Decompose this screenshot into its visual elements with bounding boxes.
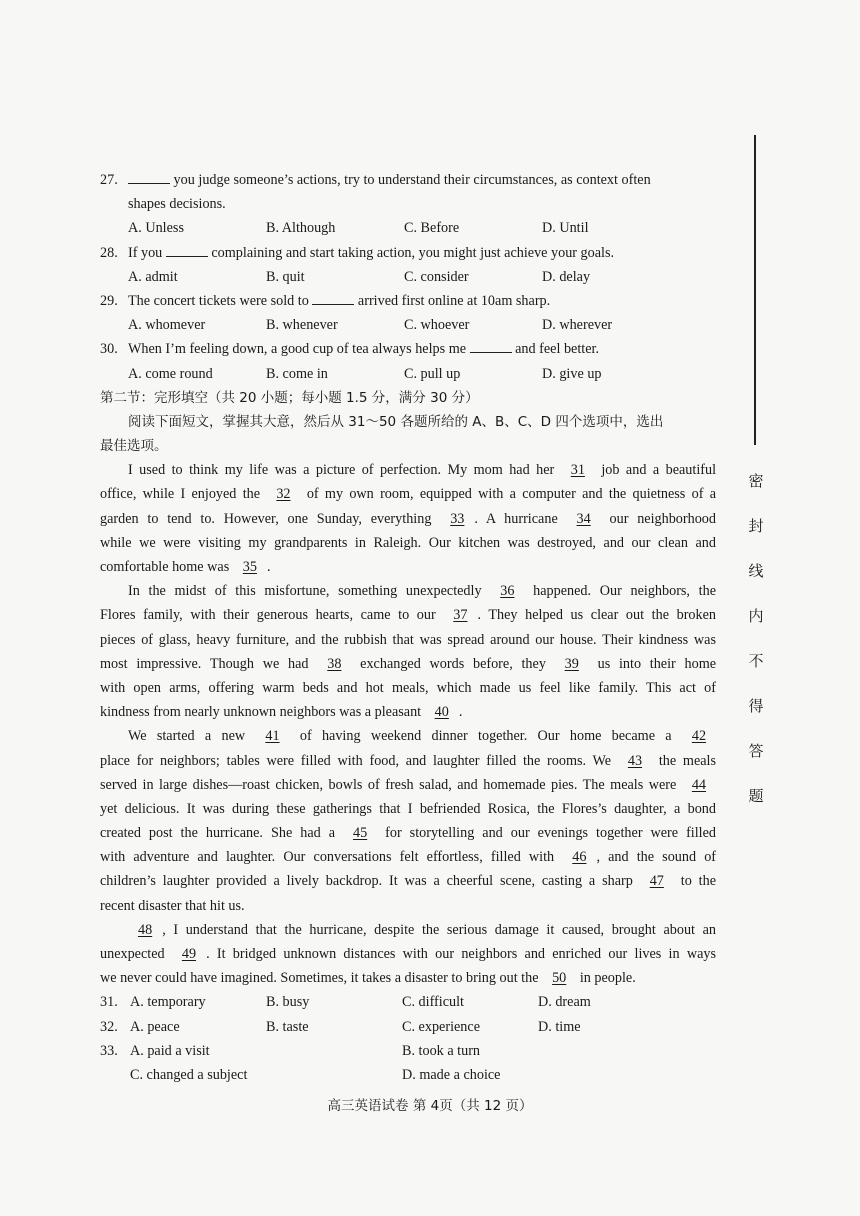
passage-text: exchanged words before, they xyxy=(360,655,546,672)
cloze-blank: 43 xyxy=(627,752,643,769)
option-a: A. admit xyxy=(128,268,178,285)
answer-33-options-row2 xyxy=(100,1063,716,1087)
question-28-options xyxy=(100,265,716,289)
question-text: shapes decisions. xyxy=(128,196,226,213)
passage-text: we never could have imagined. Sometimes, it takes a disaster to bring out the xyxy=(100,970,539,987)
option-c: C. experience xyxy=(402,1018,480,1035)
option-a: A. peace xyxy=(130,1018,180,1035)
option-a: A. come round xyxy=(128,365,213,382)
section-instructions: 阅读下面短文，掌握其大意，然后从 31～50 各题所给的 A、B、C、D 四个选项中，选出 xyxy=(128,413,664,430)
seal-char: 不 xyxy=(748,652,764,670)
option-d: D. delay xyxy=(542,268,591,285)
cloze-blank: 31 xyxy=(570,462,585,479)
option-b: B. taste xyxy=(266,1018,309,1035)
passage-text: recent disaster that hit us. xyxy=(100,897,245,914)
passage-text: unexpected xyxy=(100,946,165,962)
passage-text: while we were visiting my grandparents in Raleigh. Our kitchen was destroyed, and our clean and xyxy=(100,534,716,551)
option-b: B. quit xyxy=(266,268,305,285)
passage-text: In the midst of this misfortune, something unexpectedly xyxy=(128,583,482,600)
seal-char: 题 xyxy=(748,787,764,805)
question-text: If you xyxy=(128,244,163,261)
passage-text: place for neighbors; tables were filled with food, and laughter filled the rooms. We xyxy=(100,752,612,769)
page-footer: 高三英语试卷 第 4页（共 12 页） xyxy=(327,1098,533,1114)
question-text: and feel better. xyxy=(515,341,600,358)
option-b: B. Although xyxy=(266,220,336,237)
option-a: A. paid a visit xyxy=(130,1042,210,1059)
option-c: C. pull up xyxy=(404,365,461,382)
answer-blank xyxy=(312,290,354,305)
passage-paragraph-1 xyxy=(100,458,716,579)
option-b: B. took a turn xyxy=(402,1042,481,1059)
cloze-blank: 32 xyxy=(276,486,291,503)
passage-paragraph-4 xyxy=(100,918,716,991)
cloze-blank: 34 xyxy=(576,510,591,527)
option-c: C. Before xyxy=(404,220,460,237)
cloze-blank: 35 xyxy=(242,559,257,575)
exam-content xyxy=(100,168,716,1087)
seal-char: 得 xyxy=(748,697,764,715)
answer-32-options xyxy=(100,1015,716,1039)
section-instructions: 最佳选项。 xyxy=(100,438,168,455)
option-d: D. give up xyxy=(542,365,602,382)
passage-text: , and the sound of xyxy=(596,849,717,866)
passage-text: office, while I enjoyed the xyxy=(100,486,261,503)
option-b: B. busy xyxy=(266,994,310,1011)
question-number: 31. xyxy=(100,994,118,1011)
option-a: A. temporary xyxy=(130,994,206,1011)
passage-paragraph-2 xyxy=(100,579,716,724)
question-text: you judge someone’s actions, try to understand their circumstances, as context often xyxy=(173,172,651,188)
question-30 xyxy=(100,337,716,361)
question-number: 33. xyxy=(100,1042,118,1059)
passage-text: most impressive. Though we had xyxy=(100,655,309,672)
question-29 xyxy=(100,289,716,313)
cloze-blank: 46 xyxy=(572,849,587,866)
option-c: C. consider xyxy=(404,268,469,285)
passage-text: . It bridged unknown distances with our neighbors and enriched our lives in ways xyxy=(206,946,717,962)
passage-text: to the xyxy=(680,873,716,890)
question-number: 30. xyxy=(100,341,118,358)
answer-blank xyxy=(470,338,512,353)
option-d: D. made a choice xyxy=(402,1066,501,1083)
answer-31-options xyxy=(100,990,716,1014)
seal-char: 密 xyxy=(748,472,764,490)
passage-text: our neighborhood xyxy=(609,510,716,527)
seal-char: 内 xyxy=(748,607,764,625)
question-number: 32. xyxy=(100,1018,118,1035)
option-d: D. wherever xyxy=(542,317,613,334)
passage-text: for storytelling and our evenings together were filled xyxy=(385,825,717,842)
question-number: 29. xyxy=(100,292,118,309)
question-27-options xyxy=(100,216,716,240)
cloze-blank: 49 xyxy=(181,946,197,962)
seal-line xyxy=(754,135,756,445)
cloze-blank: 37 xyxy=(453,607,468,624)
passage-text: . xyxy=(458,704,463,721)
question-text: The concert tickets were sold to xyxy=(128,292,309,309)
passage-text: pieces of glass, heavy furniture, and the rubbish that was spread around our house. Their kindness was xyxy=(100,631,716,648)
passage-text: with adventure and laughter. Our conversations felt effortless, filled with xyxy=(100,849,555,866)
section-title: 第二节：完形填空（共 20 小题；每小题 1.5 分，满分 30 分） xyxy=(100,389,479,406)
cloze-blank: 39 xyxy=(564,655,579,672)
question-28 xyxy=(100,241,716,265)
passage-text: , I understand that the hurricane, despite the serious damage it caused, brought about an xyxy=(162,921,716,938)
question-30-options xyxy=(100,362,716,386)
passage-text: . xyxy=(266,559,271,575)
passage-text: of having weekend dinner together. Our home became a xyxy=(299,728,672,745)
question-29-options xyxy=(100,313,716,337)
option-d: D. dream xyxy=(538,994,591,1011)
question-text: arrived first online at 10am sharp. xyxy=(357,292,551,309)
question-text: When I’m feeling down, a good cup of tea always helps me xyxy=(128,341,467,358)
option-c: C. whoever xyxy=(404,317,470,334)
passage-text: Flores family, with their generous hearts, came to our xyxy=(100,607,436,624)
passage-text: . They helped us clear out the broken xyxy=(477,607,716,624)
cloze-blank: 33 xyxy=(450,510,465,527)
cloze-blank: 42 xyxy=(691,728,707,745)
option-a: A. whomever xyxy=(128,317,206,334)
cloze-blank: 36 xyxy=(500,583,515,600)
cloze-blank: 50 xyxy=(552,970,567,987)
passage-text: the meals xyxy=(658,752,717,769)
cloze-blank: 40 xyxy=(434,704,449,721)
passage-paragraph-3 xyxy=(100,724,716,918)
question-text: complaining and start taking action, you might just achieve your goals. xyxy=(211,244,615,261)
passage-text: comfortable home was xyxy=(100,559,230,575)
cloze-blank: 48 xyxy=(138,921,153,938)
passage-text: served in large dishes—roast chicken, bowls of fresh salad, and homemade pies. The meals were xyxy=(100,776,677,793)
passage-text: of my own room, equipped with a computer and the quietness of a xyxy=(306,486,717,503)
passage-text: . A hurricane xyxy=(474,510,558,527)
passage-text: kindness from nearly unknown neighbors was a pleasant xyxy=(100,704,422,721)
passage-text: yet delicious. It was during these gatherings that I befriended Rosica, the Flores’s daughter, a bond xyxy=(100,800,716,817)
option-b: B. whenever xyxy=(266,317,338,334)
seal-char: 封 xyxy=(748,517,764,535)
passage-text: with open arms, offering warm beds and hot meals, which made us feel like family. This act of xyxy=(100,679,716,696)
passage-text: in people. xyxy=(579,970,636,987)
passage-text: I used to think my life was a picture of perfection. My mom had her xyxy=(128,462,555,479)
option-d: D. Until xyxy=(542,220,589,237)
passage-text: happened. Our neighbors, the xyxy=(533,583,717,600)
passage-text: us into their home xyxy=(597,655,717,672)
cloze-blank: 47 xyxy=(649,873,664,890)
question-number: 28. xyxy=(100,244,118,261)
cloze-blank: 45 xyxy=(352,825,368,842)
question-27 xyxy=(100,168,716,192)
answer-blank xyxy=(128,169,170,184)
cloze-blank: 38 xyxy=(327,655,342,672)
passage-text: job and a beautiful xyxy=(601,462,717,479)
seal-char: 答 xyxy=(748,742,764,760)
seal-notice xyxy=(745,470,767,830)
answer-blank xyxy=(166,242,208,257)
question-number: 27. xyxy=(100,172,118,188)
seal-char: 线 xyxy=(748,562,764,580)
passage-text: garden to tend to. However, one Sunday, everything xyxy=(100,510,432,527)
answer-33-options-row1 xyxy=(100,1039,716,1063)
cloze-blank: 41 xyxy=(265,728,280,745)
cloze-blank: 44 xyxy=(691,776,707,793)
option-c: C. difficult xyxy=(402,994,465,1011)
option-a: A. Unless xyxy=(128,220,184,237)
option-b: B. come in xyxy=(266,365,328,382)
option-d: D. time xyxy=(538,1018,581,1035)
passage-text: children’s laughter provided a lively backdrop. It was a cheerful scene, casting a sharp xyxy=(100,873,633,890)
option-c: C. changed a subject xyxy=(130,1066,248,1083)
passage-text: We started a new xyxy=(128,728,246,745)
passage-text: created post the hurricane. She had a xyxy=(100,825,335,842)
